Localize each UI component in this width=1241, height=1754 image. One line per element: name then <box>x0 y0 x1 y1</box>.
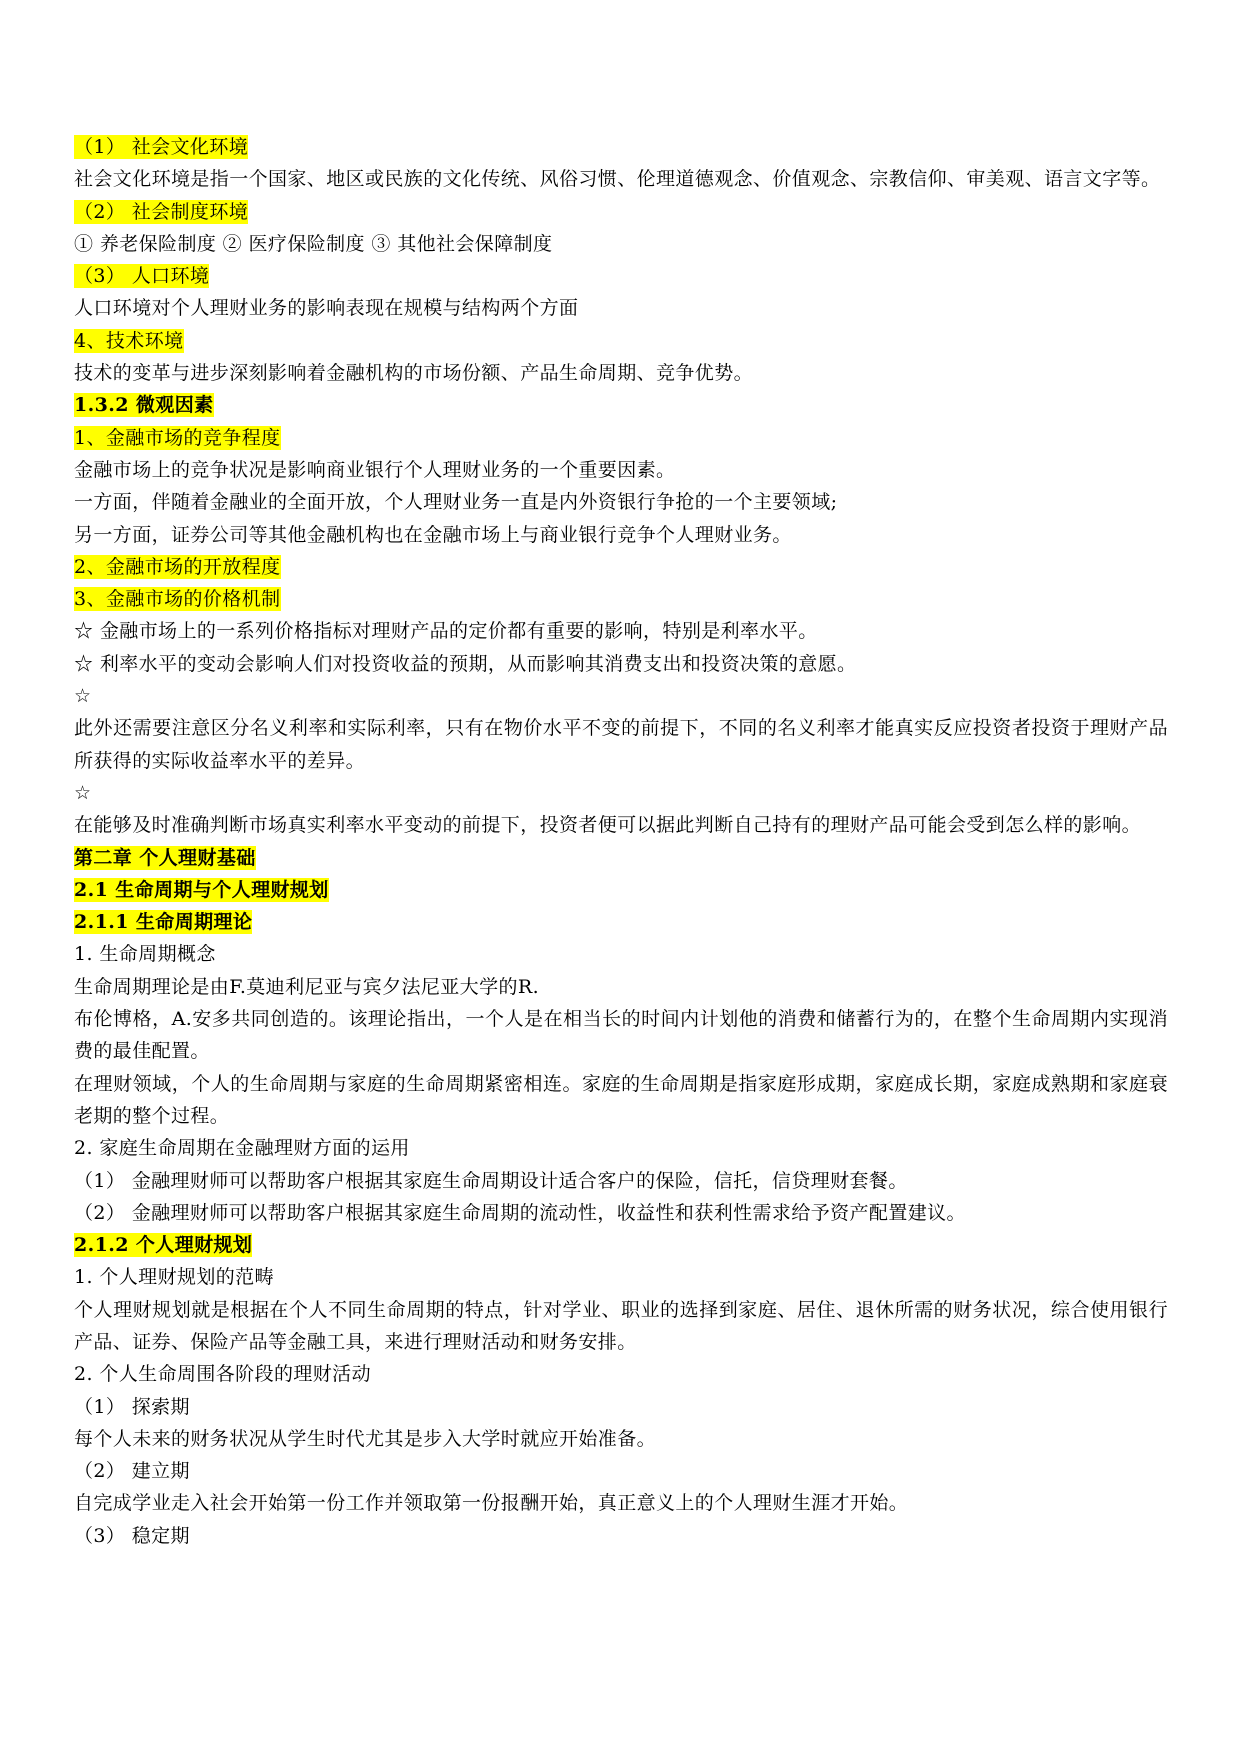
line-text: 1、金融市场的竞争程度 <box>74 426 281 449</box>
text-line <box>74 486 1168 518</box>
line-text: 1.3.2 微观因素 <box>74 394 214 417</box>
highlighted-line <box>74 260 1168 292</box>
section-heading <box>74 1229 1168 1261</box>
highlighted-line <box>74 131 1168 163</box>
line-text: （3） 稳定期 <box>74 1524 190 1547</box>
line-text: （2） 社会制度环境 <box>74 200 249 223</box>
line-text: （3） 人口环境 <box>74 265 210 288</box>
line-text: ① 养老保险制度 ② 医疗保险制度 ③ 其他社会保障制度 <box>74 232 553 255</box>
section-heading <box>74 906 1168 938</box>
highlighted-line <box>74 422 1168 454</box>
line-text: 此外还需要注意区分名义利率和实际利率，只有在物价水平不变的前提下，不同的名义利率才能真实反应投资者投资于理财产品所获得的实际收益率水平的差异。 <box>74 717 1168 772</box>
line-text: 1. 个人理财规划的范畴 <box>74 1266 274 1289</box>
text-line <box>74 680 1168 712</box>
text-line <box>74 1197 1168 1229</box>
line-text: （2） 金融理财师可以帮助客户根据其家庭生命周期的流动性，收益性和获利性需求给予资产配置建议。 <box>74 1201 966 1224</box>
line-text: 2.1.1 生命周期理论 <box>74 911 253 934</box>
text-line <box>74 1391 1168 1423</box>
line-text: 个人理财规划就是根据在个人不同生命周期的特点，针对学业、职业的选择到家庭、居住、退休所需的财务状况，综合使用银行产品、证券、保险产品等金融工具，来进行理财活动和财务安排。 <box>74 1298 1168 1353</box>
line-text: 金融市场上的竞争状况是影响商业银行个人理财业务的一个重要因素。 <box>74 458 676 481</box>
line-text: ☆ <box>74 781 92 804</box>
line-text: ☆ 利率水平的变动会影响人们对投资收益的预期，从而影响其消费支出和投资决策的意愿。 <box>74 652 857 675</box>
line-text: ☆ <box>74 685 92 708</box>
text-line <box>74 1261 1168 1293</box>
line-text: 2. 个人生命周围各阶段的理财活动 <box>74 1363 371 1386</box>
highlighted-line <box>74 583 1168 615</box>
line-text: （1） 探索期 <box>74 1395 190 1418</box>
text-line <box>74 648 1168 680</box>
section-heading <box>74 874 1168 906</box>
text-line <box>74 163 1168 195</box>
line-text: 第二章 个人理财基础 <box>74 846 256 869</box>
line-text: 布伦博格，A.安多共同创造的。该理论指出，一个人是在相当长的时间内计划他的消费和储蓄行为的，在整个生命周期内实现消费的最佳配置。 <box>74 1008 1168 1063</box>
line-text: 人口环境对个人理财业务的影响表现在规模与结构两个方面 <box>74 297 579 320</box>
text-line <box>74 1003 1168 1068</box>
text-line <box>74 777 1168 809</box>
line-text: （1） 金融理财师可以帮助客户根据其家庭生命周期设计适合客户的保险，信托，信贷理财套餐。 <box>74 1169 908 1192</box>
text-line <box>74 1423 1168 1455</box>
text-line <box>74 454 1168 486</box>
line-text: 2.1.2 个人理财规划 <box>74 1234 253 1257</box>
line-text: 在能够及时准确判断市场真实利率水平变动的前提下，投资者便可以据此判断自己持有的理财产品可能会受到怎么样的影响。 <box>74 814 1142 837</box>
line-text: 2. 家庭生命周期在金融理财方面的运用 <box>74 1137 410 1160</box>
text-line <box>74 1455 1168 1487</box>
text-line <box>74 1520 1168 1552</box>
line-text: （1） 社会文化环境 <box>74 136 249 158</box>
line-text: 在理财领域，个人的生命周期与家庭的生命周期紧密相连。家庭的生命周期是指家庭形成期，家庭成长期，家庭成熟期和家庭衰老期的整个过程。 <box>74 1072 1168 1127</box>
highlighted-line <box>74 551 1168 583</box>
line-text: 自完成学业走入社会开始第一份工作并领取第一份报酬开始，真正意义上的个人理财生涯才开始。 <box>74 1492 909 1515</box>
text-line <box>74 809 1168 841</box>
line-text: 每个人未来的财务状况从学生时代尤其是步入大学时就应开始准备。 <box>74 1427 657 1450</box>
line-text: 社会文化环境是指一个国家、地区或民族的文化传统、风俗习惯、伦理道德观念、价值观念、宗教信仰、审美观、语言文字等。 <box>74 168 1161 191</box>
line-text: 一方面，伴随着金融业的全面开放，个人理财业务一直是内外资银行争抢的一个主要领域; <box>74 491 838 514</box>
text-line <box>74 712 1168 777</box>
line-text: 技术的变革与进步深刻影响着金融机构的市场份额、产品生命周期、竞争优势。 <box>74 362 754 385</box>
text-line <box>74 357 1168 389</box>
highlighted-line <box>74 196 1168 228</box>
text-line <box>74 615 1168 647</box>
text-line <box>74 292 1168 324</box>
text-line <box>74 938 1168 970</box>
section-heading <box>74 389 1168 421</box>
section-heading <box>74 842 1168 874</box>
line-text: 3、金融市场的价格机制 <box>74 588 281 611</box>
text-line <box>74 1068 1168 1133</box>
line-text: 2.1 生命周期与个人理财规划 <box>74 878 329 901</box>
text-line <box>74 1132 1168 1164</box>
line-text: 1. 生命周期概念 <box>74 943 216 966</box>
text-line <box>74 1165 1168 1197</box>
text-line <box>74 1487 1168 1519</box>
line-text: （2） 建立期 <box>74 1460 190 1483</box>
text-line <box>74 1294 1168 1359</box>
document-page <box>74 131 1168 1552</box>
line-text: 另一方面，证券公司等其他金融机构也在金融市场上与商业银行竞争个人理财业务。 <box>74 523 792 546</box>
line-text: ☆ 金融市场上的一系列价格指标对理财产品的定价都有重要的影响，特别是利率水平。 <box>74 620 818 643</box>
line-text: 4、技术环境 <box>74 329 184 352</box>
text-line <box>74 519 1168 551</box>
text-line <box>74 228 1168 260</box>
line-text: 生命周期理论是由F.莫迪利尼亚与宾夕法尼亚大学的R. <box>74 975 540 998</box>
text-line <box>74 971 1168 1003</box>
text-line <box>74 1358 1168 1390</box>
highlighted-line <box>74 325 1168 357</box>
line-text: 2、金融市场的开放程度 <box>74 555 281 578</box>
